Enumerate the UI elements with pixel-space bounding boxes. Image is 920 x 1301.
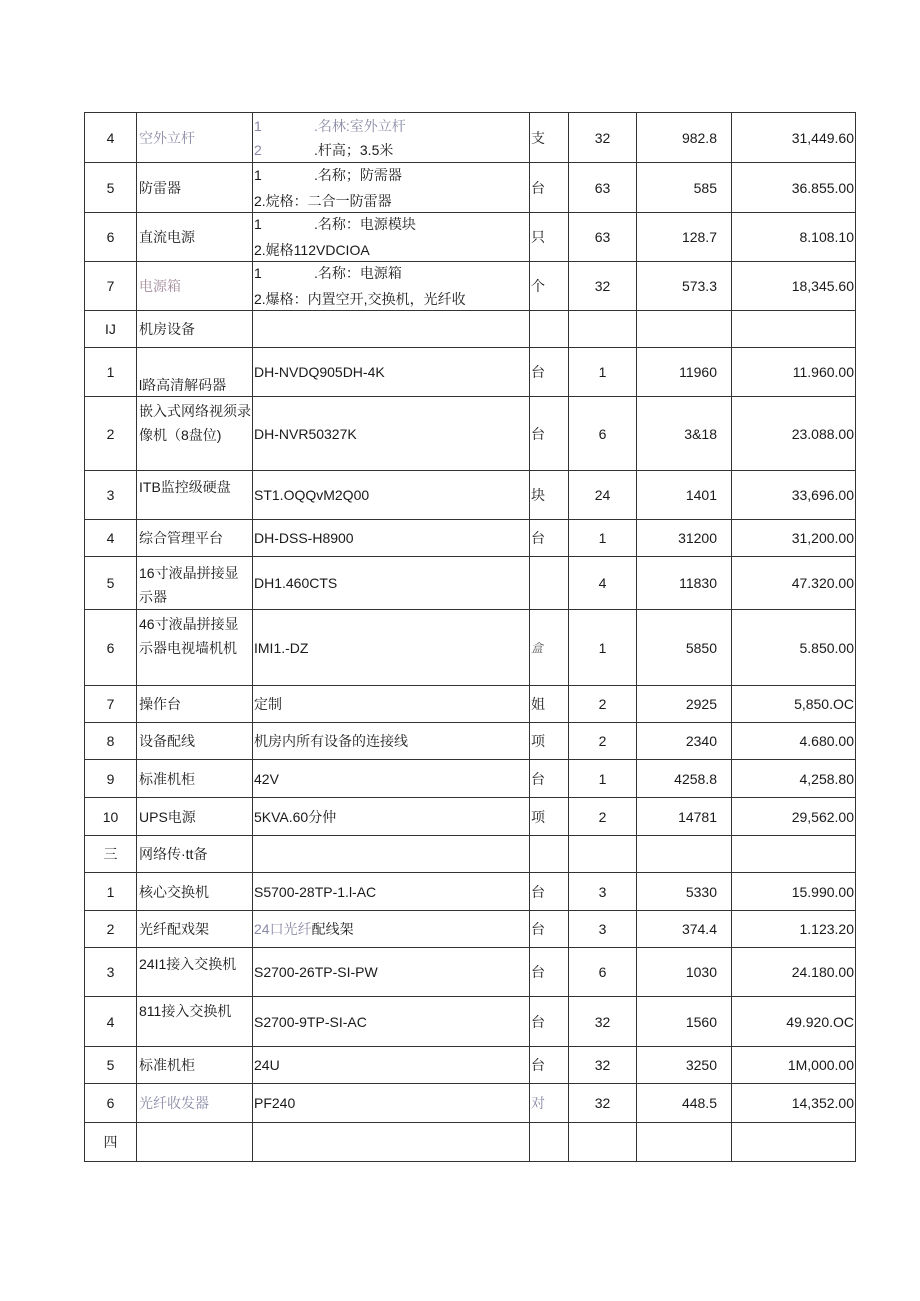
table-row: [85, 873, 856, 911]
item-quantity: 63: [569, 163, 637, 213]
item-spec: [253, 262, 530, 311]
item-total: 18,345.60: [732, 262, 856, 311]
table-row: [85, 798, 856, 836]
item-name: UPS电源: [137, 798, 253, 836]
item-unit: 台: [530, 997, 569, 1047]
item-number: 6: [85, 213, 137, 262]
item-spec: 定制: [253, 686, 530, 723]
item-total: 14,352.00: [732, 1084, 856, 1123]
item-name: 嵌入式网络视须录像机（8盘位): [137, 397, 253, 471]
item-name: 综合管理平台: [137, 520, 253, 557]
item-total: 24.180.00: [732, 948, 856, 997]
item-unit-price: 5850: [637, 610, 732, 686]
item-spec: S2700-26TP-SI-PW: [253, 948, 530, 997]
section-title: 机房设备: [137, 311, 253, 348]
item-spec: DH-NVDQ905DH-4K: [253, 348, 530, 397]
item-name: 直流电源: [137, 213, 253, 262]
item-total: 31,449.60: [732, 113, 856, 163]
item-quantity: 63: [569, 213, 637, 262]
item-unit: 台: [530, 348, 569, 397]
item-quantity: 32: [569, 1047, 637, 1084]
item-spec: DH-NVR50327K: [253, 397, 530, 471]
item-quantity: 6: [569, 948, 637, 997]
item-name: 光纤收发器: [137, 1084, 253, 1123]
item-unit-price: 982.8: [637, 113, 732, 163]
item-number: 4: [85, 520, 137, 557]
item-name: 光纤配戏架: [137, 911, 253, 948]
item-quantity: 32: [569, 1084, 637, 1123]
item-number: 2: [85, 911, 137, 948]
item-unit-price: [637, 311, 732, 348]
item-unit-price: 5330: [637, 873, 732, 911]
spec-line: 2.娓格112VDCIOA: [254, 242, 370, 258]
spec-line: 2 .杆高；3.5米: [254, 141, 394, 158]
item-number: 3: [85, 471, 137, 520]
item-unit: 台: [530, 520, 569, 557]
table-row: [85, 610, 856, 686]
item-name: 标准机柜: [137, 760, 253, 798]
item-spec: DH-DSS-H8900: [253, 520, 530, 557]
item-name-text: 空外立杆: [139, 129, 195, 146]
item-name: l路高清解码器: [137, 348, 253, 397]
item-quantity: 1: [569, 348, 637, 397]
item-number: 10: [85, 798, 137, 836]
item-total: [732, 836, 856, 873]
item-total: 11.960.00: [732, 348, 856, 397]
item-unit: 台: [530, 760, 569, 798]
item-total: 33,696.00: [732, 471, 856, 520]
item-quantity: 4: [569, 557, 637, 610]
item-spec: PF240: [253, 1084, 530, 1123]
item-quantity: 2: [569, 798, 637, 836]
item-unit-price: [637, 1123, 732, 1162]
item-total: 5,850.OC: [732, 686, 856, 723]
item-quantity: [569, 311, 637, 348]
spec-line: 1 .名称：电源模块: [254, 216, 416, 232]
section-header-row: [85, 311, 856, 348]
item-quantity: [569, 836, 637, 873]
table-row: [85, 520, 856, 557]
item-number: 5: [85, 1047, 137, 1084]
spec-line: 2.爆格：内置空开,交换机，光纤收: [254, 291, 466, 307]
item-spec: S2700-9TP-SI-AC: [253, 997, 530, 1047]
item-unit-price: 448.5: [637, 1084, 732, 1123]
item-spec: [253, 311, 530, 348]
item-unit: 项: [530, 723, 569, 760]
item-total: 29,562.00: [732, 798, 856, 836]
table-row: [85, 397, 856, 471]
item-quantity: 32: [569, 997, 637, 1047]
item-total: 1.123.20: [732, 911, 856, 948]
table-row: [85, 348, 856, 397]
item-number: 9: [85, 760, 137, 798]
item-unit: 台: [530, 873, 569, 911]
item-spec: DH1.460CTS: [253, 557, 530, 610]
table-row: [85, 948, 856, 997]
item-name: 16寸液晶拼接显示器: [137, 557, 253, 610]
item-unit: [530, 557, 569, 610]
item-unit: 姐: [530, 686, 569, 723]
item-number: 7: [85, 686, 137, 723]
item-spec: 24口光纤配线架: [253, 911, 530, 948]
table-row: [85, 1047, 856, 1084]
section-title: 网络传·tt备: [137, 836, 253, 873]
item-quantity: 3: [569, 911, 637, 948]
item-name: [137, 113, 253, 163]
item-number: 5: [85, 163, 137, 213]
item-unit: [530, 836, 569, 873]
item-spec: [253, 836, 530, 873]
item-spec: S5700-28TP-1.l-AC: [253, 873, 530, 911]
item-unit-price: 11960: [637, 348, 732, 397]
item-unit-price: 1030: [637, 948, 732, 997]
item-unit-price: 3&18: [637, 397, 732, 471]
item-total: 36.855.00: [732, 163, 856, 213]
item-total: 1M,000.00: [732, 1047, 856, 1084]
item-name: 标准机柜: [137, 1047, 253, 1084]
item-total: [732, 311, 856, 348]
item-number: 6: [85, 1084, 137, 1123]
item-number: 3: [85, 948, 137, 997]
spec-line: 1 .名林:室外立杆: [254, 117, 406, 134]
item-quantity: 2: [569, 723, 637, 760]
item-quantity: 24: [569, 471, 637, 520]
section-number: 四: [85, 1123, 137, 1162]
section-header-row: [85, 836, 856, 873]
item-unit: 项: [530, 798, 569, 836]
item-unit: 只: [530, 213, 569, 262]
table-row: [85, 760, 856, 798]
item-unit: 盒: [530, 610, 569, 686]
item-total: [732, 1123, 856, 1162]
item-total: 15.990.00: [732, 873, 856, 911]
section-title: [137, 1123, 253, 1162]
item-unit: 台: [530, 397, 569, 471]
item-spec: [253, 113, 530, 163]
item-unit: 台: [530, 911, 569, 948]
section-number: IJ: [85, 311, 137, 348]
table-row: [85, 997, 856, 1047]
table-row: [85, 911, 856, 948]
item-quantity: 2: [569, 686, 637, 723]
item-spec: ST1.OQQvM2Q00: [253, 471, 530, 520]
item-spec: [253, 163, 530, 213]
item-unit-price: [637, 836, 732, 873]
item-unit: 台: [530, 163, 569, 213]
item-spec: [253, 213, 530, 262]
item-number: 6: [85, 610, 137, 686]
item-name: 防雷器: [137, 163, 253, 213]
item-total: 47.320.00: [732, 557, 856, 610]
item-name: 46寸液晶拼接显示器电视墙机机: [137, 610, 253, 686]
item-quantity: 32: [569, 262, 637, 311]
item-total: 31,200.00: [732, 520, 856, 557]
section-number: 三: [85, 836, 137, 873]
item-spec: IMI1.-DZ: [253, 610, 530, 686]
item-number: 8: [85, 723, 137, 760]
item-unit-price: 1401: [637, 471, 732, 520]
section-header-row: [85, 1123, 856, 1162]
item-quantity: 1: [569, 520, 637, 557]
item-spec: 机房内所有设备的连接线: [253, 723, 530, 760]
item-unit-price: 128.7: [637, 213, 732, 262]
item-spec: 5KVA.60分仲: [253, 798, 530, 836]
item-unit: 台: [530, 1047, 569, 1084]
item-unit-price: 14781: [637, 798, 732, 836]
item-unit: 对: [530, 1084, 569, 1123]
item-quantity: [569, 1123, 637, 1162]
table-row: [85, 471, 856, 520]
table-row: [85, 686, 856, 723]
item-unit-price: 573.3: [637, 262, 732, 311]
item-spec: [253, 1123, 530, 1162]
item-spec: 42V: [253, 760, 530, 798]
item-name: ITB监控级硬盘: [137, 471, 253, 520]
item-unit: 台: [530, 948, 569, 997]
item-unit-price: 585: [637, 163, 732, 213]
item-quantity: 6: [569, 397, 637, 471]
item-name: 操作台: [137, 686, 253, 723]
item-unit-price: 4258.8: [637, 760, 732, 798]
item-name: 核心交换机: [137, 873, 253, 911]
item-quantity: 1: [569, 610, 637, 686]
equipment-quote-table: [84, 112, 856, 1162]
item-unit: 个: [530, 262, 569, 311]
item-name: 电源箱: [137, 262, 253, 311]
table-row: [85, 113, 856, 163]
item-unit-price: 3250: [637, 1047, 732, 1084]
table-row: [85, 262, 856, 311]
item-unit-price: 374.4: [637, 911, 732, 948]
item-number: 5: [85, 557, 137, 610]
table-row: [85, 1084, 856, 1123]
item-total: 8.108.10: [732, 213, 856, 262]
table-row: [85, 723, 856, 760]
spec-line: 1 .名称；防需器: [254, 166, 402, 183]
item-number: 4: [85, 113, 137, 163]
item-quantity: 32: [569, 113, 637, 163]
item-unit: 支: [530, 113, 569, 163]
item-name: 设备配线: [137, 723, 253, 760]
item-number: 1: [85, 873, 137, 911]
item-unit: 块: [530, 471, 569, 520]
item-unit: [530, 311, 569, 348]
spec-line: 2.烷格：二合一防雷器: [254, 192, 392, 209]
item-unit-price: 2925: [637, 686, 732, 723]
item-spec: 24U: [253, 1047, 530, 1084]
item-number: 7: [85, 262, 137, 311]
table-row: [85, 163, 856, 213]
item-total: 4.680.00: [732, 723, 856, 760]
item-unit-price: 2340: [637, 723, 732, 760]
table-row: [85, 557, 856, 610]
item-unit-price: 1560: [637, 997, 732, 1047]
item-unit: [530, 1123, 569, 1162]
item-total: 23.088.00: [732, 397, 856, 471]
item-unit-price: 31200: [637, 520, 732, 557]
item-total: 5.850.00: [732, 610, 856, 686]
item-number: 4: [85, 997, 137, 1047]
item-quantity: 3: [569, 873, 637, 911]
table-row: [85, 213, 856, 262]
item-quantity: 1: [569, 760, 637, 798]
item-total: 4,258.80: [732, 760, 856, 798]
spec-line: 1 .名称：电源箱: [254, 265, 402, 281]
item-name: 24I1接入交换机: [137, 948, 253, 997]
item-unit-price: 11830: [637, 557, 732, 610]
item-name: 811接入交换机: [137, 997, 253, 1047]
item-number: 1: [85, 348, 137, 397]
item-total: 49.920.OC: [732, 997, 856, 1047]
item-number: 2: [85, 397, 137, 471]
